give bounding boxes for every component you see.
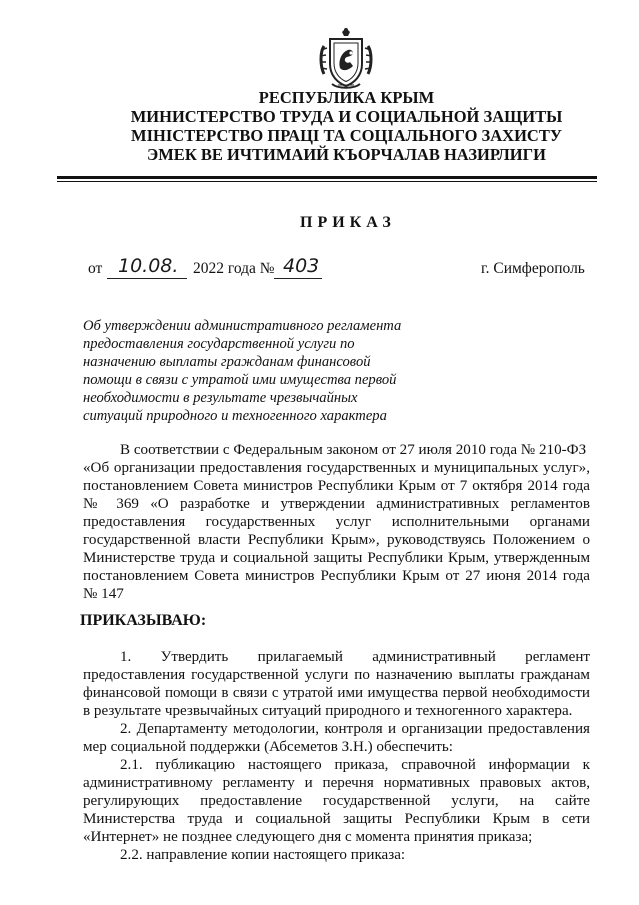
date-underline [107, 278, 187, 279]
date-from-label: от [88, 260, 103, 277]
item21-line: 2.1. публикацию настоящего приказа, справочной информации к [120, 757, 590, 773]
item1-line: в результате чрезвычайных ситуаций природного и техногенного характера. [83, 703, 573, 719]
subject-line: предоставления государственной услуги по [83, 336, 355, 352]
header-republic: РЕСПУБЛИКА КРЫМ [258, 88, 435, 107]
item21-line: регулирующих предоставление государственной услуги, на сайте [83, 793, 590, 809]
item2-line: мер социальной поддержки (Абсеметов З.Н.) обеспечить: [83, 739, 453, 755]
item21-line: Министерства труда и социальной защиты Республики Крым в сети [83, 811, 590, 827]
header-ministry-ru: МИНИСТЕРСТВО ТРУДА И СОЦИАЛЬНОЙ ЗАЩИТЫ [130, 107, 563, 126]
item1-line: 1. Утвердить прилагаемый административный регламент [120, 649, 590, 665]
preamble-line: № 147 [83, 586, 124, 602]
preamble-line: постановлением Совета министров Республики Крым от 27 июня 2014 года [83, 568, 590, 584]
number-underline [274, 278, 322, 279]
preamble-line: постановлением Совета министров Республики Крым от 7 октября 2014 года [83, 478, 590, 494]
preamble-line: предоставления государственных услуг исполнительными органами [83, 514, 590, 530]
preamble-line: Министерстве труда и социальной защиты Республики Крым, утвержденным [83, 550, 590, 566]
item21-line: «Интернет» не позднее следующего дня с момента принятия приказа; [83, 829, 533, 845]
order-number-handwritten: 403 [283, 255, 320, 277]
preamble-line: № 369 «О разработке и утверждении административных регламентов [83, 496, 590, 512]
header-ministry-crh: ЭМЕК ВЕ ИЧТИМАИЙ КЪОРЧАЛАВ НАЗИРЛИГИ [147, 145, 546, 164]
subject-line: Об утверждении административного регламента [83, 318, 402, 334]
subject-line: помощи в связи с утратой ими имущества первой [83, 372, 397, 388]
date-year-label: 2022 года № [193, 260, 275, 277]
item1-line: финансовой помощи в связи с утратой ими имущества первой необходимости [83, 685, 590, 701]
subject-line: назначению выплаты гражданам финансовой [83, 354, 371, 370]
order-date-handwritten: 10.08. [118, 255, 179, 277]
preamble-line: «Об организации предоставления государственных и муниципальных услуг», [83, 460, 590, 476]
preamble-line: В соответствии с Федеральным законом от 27 июля 2010 года № 210-ФЗ [120, 442, 587, 458]
order-heading: ПРИКАЗЫВАЮ: [80, 612, 207, 629]
header-ministry-uk: МІНІСТЕРСТВО ПРАЦІ ТА СОЦІАЛЬНОГО ЗАХИСТУ [131, 126, 562, 145]
item21-line: административному регламенту и перечня нормативных правовых актов, [83, 775, 590, 791]
item2-line: 2. Департаменту методологии, контроля и организации предоставления [120, 721, 590, 737]
header-divider-thin [57, 181, 597, 182]
order-city: г. Симферополь [481, 260, 585, 277]
subject-line: ситуаций природного и техногенного характера [83, 408, 387, 424]
preamble-line: государственной власти Республики Крым», руководствуясь Положением о [83, 532, 590, 548]
item22-line: 2.2. направление копии настоящего приказа: [120, 847, 406, 863]
order-title: ПРИКАЗ [300, 214, 396, 231]
crimea-coat-of-arms-emblem [318, 26, 374, 92]
header-divider-thick [57, 176, 597, 179]
subject-line: необходимости в результате чрезвычайных [83, 390, 358, 406]
item1-line: предоставления государственной услуги по назначению выплаты гражданам [83, 667, 590, 683]
